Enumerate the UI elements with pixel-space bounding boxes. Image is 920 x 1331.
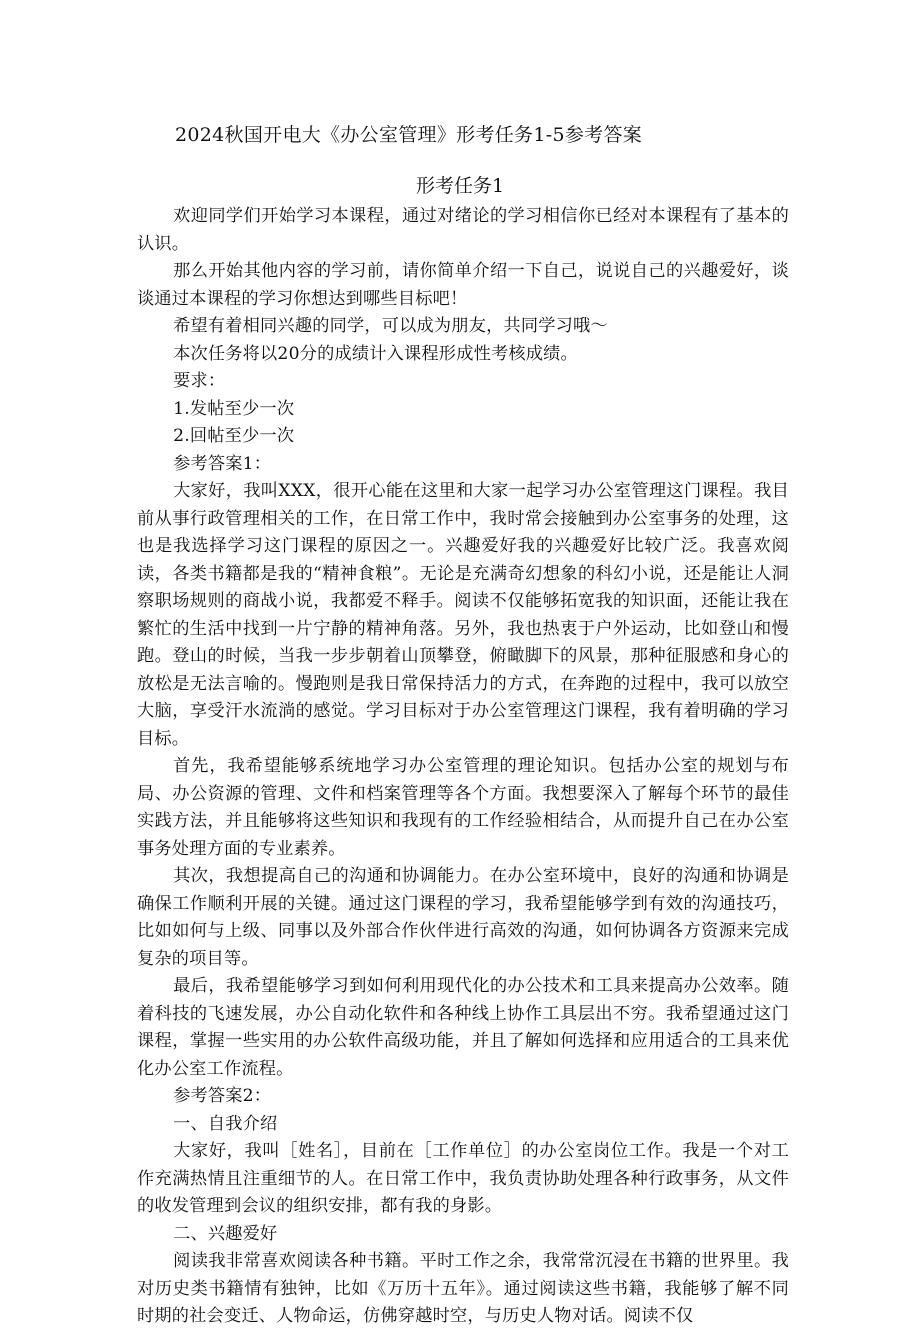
paragraph: 大家好，我叫［姓名］，目前在［工作单位］的办公室岗位工作。我是一个对工作充满热情且注重细节的人。在日常工作中，我负责协助处理各种行政事务，从文件的收发管理到会议的组织安排，都有我的身影。: [137, 1141, 789, 1216]
paragraph: 参考答案1：: [173, 453, 272, 474]
paragraph: 2.回帖至少一次: [173, 426, 295, 446]
paragraph: 本次任务将以20分的成绩计入课程形成性考核成绩。: [173, 343, 578, 364]
paragraph: 阅读我非常喜欢阅读各种书籍。平时工作之余，我常常沉浸在书籍的世界里。我对历史类书籍情有独钟，比如《万历十五年》。通过阅读这些书籍，我能够了解不同时期的社会变迁、人物命运，仿佛穿越时空，与历史人物对话。阅读不仅: [137, 1251, 789, 1326]
document-title: 2024秋国开电大《办公室管理》形考任务1-5参考答案: [175, 124, 643, 146]
paragraph: 1.发帖至少一次: [173, 398, 295, 419]
paragraph: 那么开始其他内容的学习前，请你简单介绍一下自己，说说自己的兴趣爱好，谈谈通过本课程的学习你想达到哪些目标吧！: [137, 261, 789, 309]
paragraph: 要求：: [173, 371, 226, 391]
document-body: [137, 203, 789, 1331]
paragraph: 最后，我希望能够学习到如何利用现代化的办公技术和工具来提高办公效率。随着科技的飞速发展，办公自动化软件和各种线上协作工具层出不穷。我希望通过这门课程，掌握一些实用的办公软件高级功能，并且了解如何选择和应用适合的工具来优化办公室工作流程。: [137, 976, 789, 1079]
section-title: 形考任务1: [415, 175, 505, 197]
paragraph: 首先，我希望能够系统地学习办公室管理的理论知识。包括办公室的规划与布局、办公资源的管理、文件和档案管理等各个方面。我想要深入了解每个环节的最佳实践方法，并且能够将这些知识和我现有的工作经验相结合，从而提升自己在办公室事务处理方面的专业素养。: [137, 756, 789, 859]
paragraph: 欢迎同学们开始学习本课程，通过对绪论的学习相信你已经对本课程有了基本的认识。: [137, 206, 789, 254]
paragraph: 二、兴趣爱好: [173, 1223, 278, 1244]
paragraph: 一、自我介绍: [173, 1113, 278, 1134]
paragraph: 大家好，我叫XXX，很开心能在这里和大家一起学习办公室管理这门课程。我目前从事行政管理相关的工作，在日常工作中，我时常会接触到办公室事务的处理，这也是我选择学习这门课程的原因之一。兴趣爱好我的兴趣爱好比较广泛。我喜欢阅读，各类书籍都是我的“精神食粮”。无论是充满奇幻想象的科幻小说，还是能让人洞察职场规则的商战小说，我都爱不释手。阅读不仅能够拓宽我的知识面，还能让我在繁忙的生活中找到一片宁静的精神角落。另外，我也热衷于户外运动，比如登山和慢跑。登山的时候，当我一步步朝着山顶攀登，俯瞰脚下的风景，那种征服感和身心的放松是无法言喻的。慢跑则是我日常保持活力的方式，在奔跑的过程中，我可以放空大脑，享受汗水流淌的感觉。学习目标对于办公室管理这门课程，我有着明确的学习目标。: [137, 481, 789, 749]
paragraph: 希望有着相同兴趣的同学，可以成为朋友，共同学习哦～: [173, 316, 608, 336]
paragraph: 参考答案2：: [173, 1086, 272, 1106]
paragraph: 其次，我想提高自己的沟通和协调能力。在办公室环境中，良好的沟通和协调是确保工作顺利开展的关键。通过这门课程的学习，我希望能够学到有效的沟通技巧，比如如何与上级、同事以及外部合作伙伴进行高效的沟通，如何协调各方资源来完成复杂的项目等。: [137, 866, 789, 969]
